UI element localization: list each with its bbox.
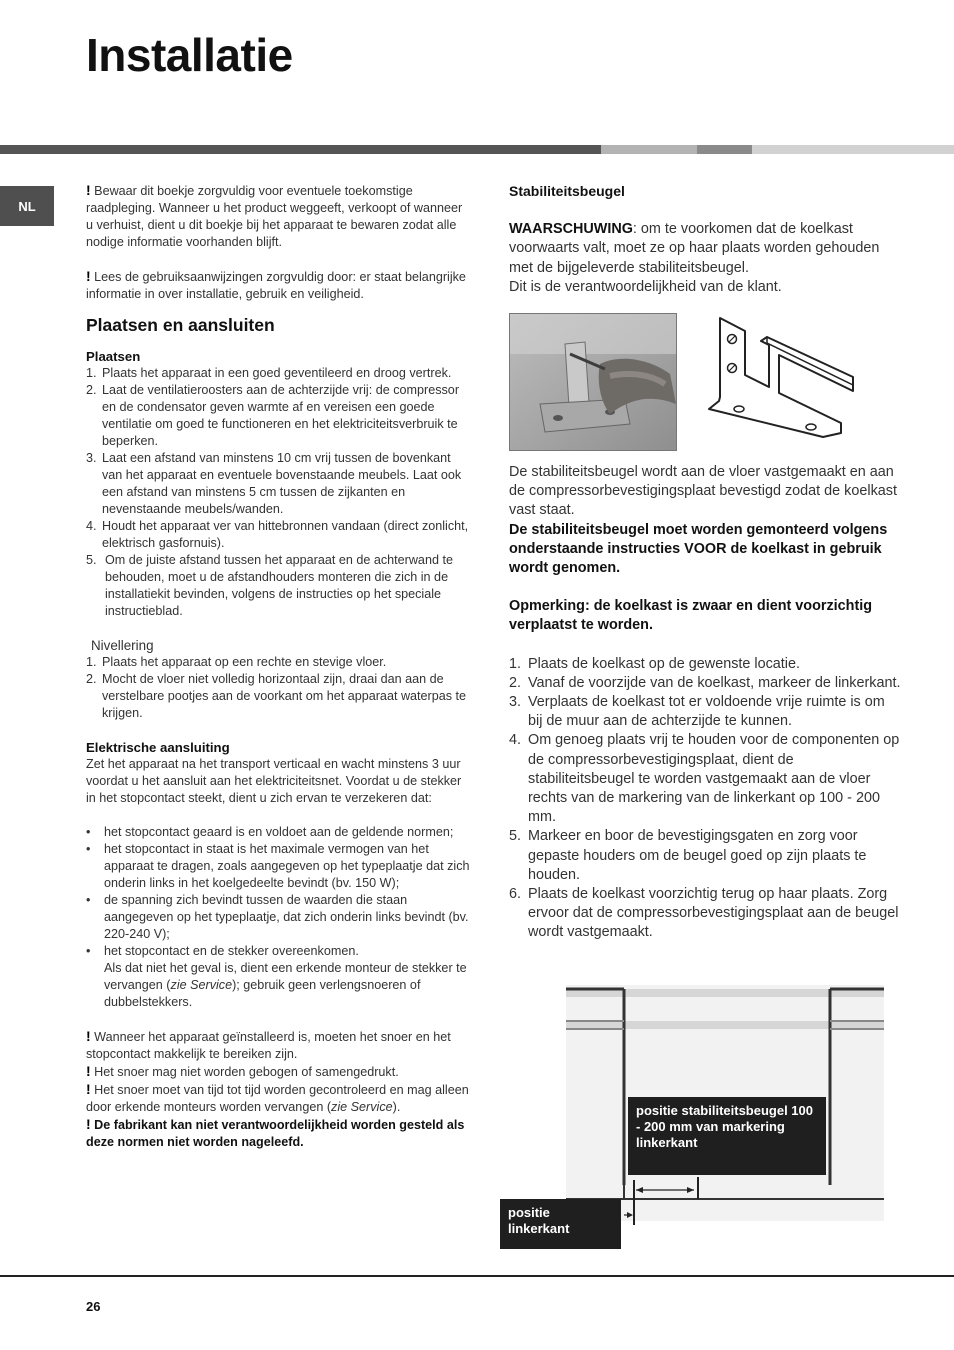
notice-1: ! Bewaar dit boekje zorgvuldig voor eventuele toekomstige raadpleging. Wanneer u het product weggeeft, verkoopt of wanneer u verhuist, dient u dit boekje bij het apparaat te bewaren zodat alle nodige informatie voorhanden blijft. xyxy=(86,182,463,249)
electric-intro: Zet het apparaat na het transport verticaal en wacht minstens 3 uur voordat u het aansluit aan het elektriciteitsnet. Voordat u de stekker in het stopcontact steekt, dient u zich ervan te verzekeren dat: xyxy=(86,757,462,805)
list-item: 3. Laat een afstand van minstens 10 cm vrij tussen de bovenkant van het apparaat en eventuele bovenstaande meubels. Laat ook een afstand van minstens 5 cm tussen de zijkanten en nevenstaande meubels/wanden. xyxy=(86,451,462,516)
header-band-mid xyxy=(601,145,697,154)
leveling-list xyxy=(86,654,472,722)
exclamation-icon: ! xyxy=(86,1081,91,1097)
placement-diagram xyxy=(500,985,884,1251)
bracket-drawing xyxy=(705,313,857,445)
list-item: 1. Plaats het apparaat in een goed geventileerd en droog vertrek. xyxy=(86,366,452,380)
bracket-description: De stabiliteitsbeugel wordt aan de vloer vastgemaakt en aan de compressorbevestigingsplaat bevestigd zodat de koelkast vast staat. xyxy=(509,464,897,519)
list-item: 6. Plaats de koelkast voorzichtig terug op haar plaats. Zorg ervoor dat de compressorbevestigingsplaat aan de beugel wordt vastgemaakt. xyxy=(509,886,899,941)
list-item: • het stopcontact geaard is en voldoet aan de geldende normen; xyxy=(86,825,454,839)
list-item: 1. Plaats de koelkast op de gewenste locatie. xyxy=(509,655,800,672)
exclamation-icon: ! xyxy=(86,1028,91,1044)
list-item: • het stopcontact in staat is het maximale vermogen van het apparaat te dragen, zoals aangegeven op het typeplaatje dat zich onderin links in het koelgedeelte bevindt (bv. 150 W); xyxy=(86,842,470,890)
warning-3: ! Het snoer moet van tijd tot tijd worden gecontroleerd en mag alleen door erkende monteurs worden vervangen (zie Service). xyxy=(86,1081,469,1114)
right-column xyxy=(509,182,901,943)
list-item: 3. Verplaats de koelkast tot er voldoende vrije ruimte is om bij de muur aan de achterzijde te kunnen. xyxy=(509,694,885,730)
bracket-title: Stabiliteitsbeugel xyxy=(509,183,625,199)
header-band-dark xyxy=(0,145,601,154)
electric-list xyxy=(86,824,472,1011)
label-bracket-position: positie stabiliteitsbeugel 100 - 200 mm van markering linkerkant xyxy=(628,1097,826,1175)
label-left-position: positie linkerkant xyxy=(500,1199,621,1249)
exclamation-icon: ! xyxy=(86,1116,91,1132)
left-column xyxy=(86,182,472,1151)
warning-2: ! Het snoer mag niet worden gebogen of samengedrukt. xyxy=(86,1063,399,1079)
header-band-light xyxy=(752,145,954,154)
bracket-photo xyxy=(509,313,677,451)
list-item: 5. Markeer en boor de bevestigingsgaten en zorg voor gepaste houders om de beugel goed op zijn plaats te houden. xyxy=(509,828,867,883)
bracket-images xyxy=(509,313,901,451)
notice-2: ! Lees de gebruiksaanwijzingen zorgvuldig door: er staat belangrijke informatie in over installatie, gebruik en veiligheid. xyxy=(86,268,466,301)
section-title: Plaatsen en aansluiten xyxy=(86,315,275,335)
page-title: Installatie xyxy=(86,29,293,81)
list-item: 4. Houdt het apparaat ver van hittebronnen vandaan (direct zonlicht, elektrisch gasfornuis). xyxy=(86,519,469,550)
list-item: 4. Om genoeg plaats vrij te houden voor de componenten op de compressorbevestigingsplaat, dient de stabiliteitsbeugel te worden vastgemaakt aan de vloer rechts van de markering van de linkerkant op 100 - 200 mm. xyxy=(509,732,900,826)
remark: Opmerking: de koelkast is zwaar en dient voorzichtig verplaatst te worden. xyxy=(509,598,873,634)
language-tab: NL xyxy=(0,186,54,226)
list-item: • het stopcontact en de stekker overeenkomen. Als dat niet het geval is, dient een erkende monteur de stekker te vervangen (zie Service); gebruik geen verlengsnoeren of dubbelstekkers. xyxy=(86,944,467,1009)
list-item: 2. Laat de ventilatieroosters aan de achterzijde vrij: de compressor en de condensator geven warmte af en vereisen een goede ventilatie om goed te functioneren en het elektriciteitsverbruik te beperken. xyxy=(86,383,460,448)
warning-4: ! De fabrikant kan niet verantwoordelijkheid worden gesteld als deze normen niet worden nageleefd. xyxy=(86,1116,465,1149)
exclamation-icon: ! xyxy=(86,268,91,284)
list-item: 5. Om de juiste afstand tussen het apparaat en de achterwand te behouden, moet u de afstandhouders monteren die zich in de installatiekit bevinden, volgens de instructies op het speciale instructieblad. xyxy=(86,553,453,618)
warning-1: ! Wanneer het apparaat geïnstalleerd is, moeten het snoer en het stopcontact makkelijk te bereiken zijn. xyxy=(86,1028,451,1061)
electric-title: Elektrische aansluiting xyxy=(86,740,230,755)
list-item: 2. Mocht de vloer niet volledig horizontaal zijn, draai dan aan de verstelbare pootjes aan de voorkant om het apparaat waterpas te krijgen. xyxy=(86,672,467,720)
warning-paragraph: WAARSCHUWING: om te voorkomen dat de koelkast voorwaarts valt, moet ze op haar plaats worden gehouden met de bijgeleverde stabiliteitsbeugel. xyxy=(509,221,880,276)
responsibility-text: Dit is de verantwoordelijkheid van de klant. xyxy=(509,278,782,295)
list-item: • de spanning zich bevindt tussen de waarden die staan aangegeven op het typeplaatje, dat zich onderin links bevindt (bv. 220-240 V); xyxy=(86,893,469,941)
exclamation-icon: ! xyxy=(86,182,91,198)
steps-list xyxy=(509,655,901,943)
placing-title: Plaatsen xyxy=(86,349,141,364)
list-item: 2. Vanaf de voorzijde van de koelkast, markeer de linkerkant. xyxy=(509,674,901,691)
page-number: 26 xyxy=(86,1299,101,1314)
header-band-dark2 xyxy=(697,145,752,154)
list-item: 1. Plaats het apparaat op een rechte en stevige vloer. xyxy=(86,655,387,669)
exclamation-icon: ! xyxy=(86,1063,91,1079)
footer-divider xyxy=(0,1275,954,1277)
placing-list xyxy=(86,365,472,620)
leveling-title: Nivellering xyxy=(91,638,154,653)
bracket-instruction: De stabiliteitsbeugel moet worden gemonteerd volgens onderstaande instructies VOOR de koelkast in gebruik wordt genomen. xyxy=(509,521,888,577)
